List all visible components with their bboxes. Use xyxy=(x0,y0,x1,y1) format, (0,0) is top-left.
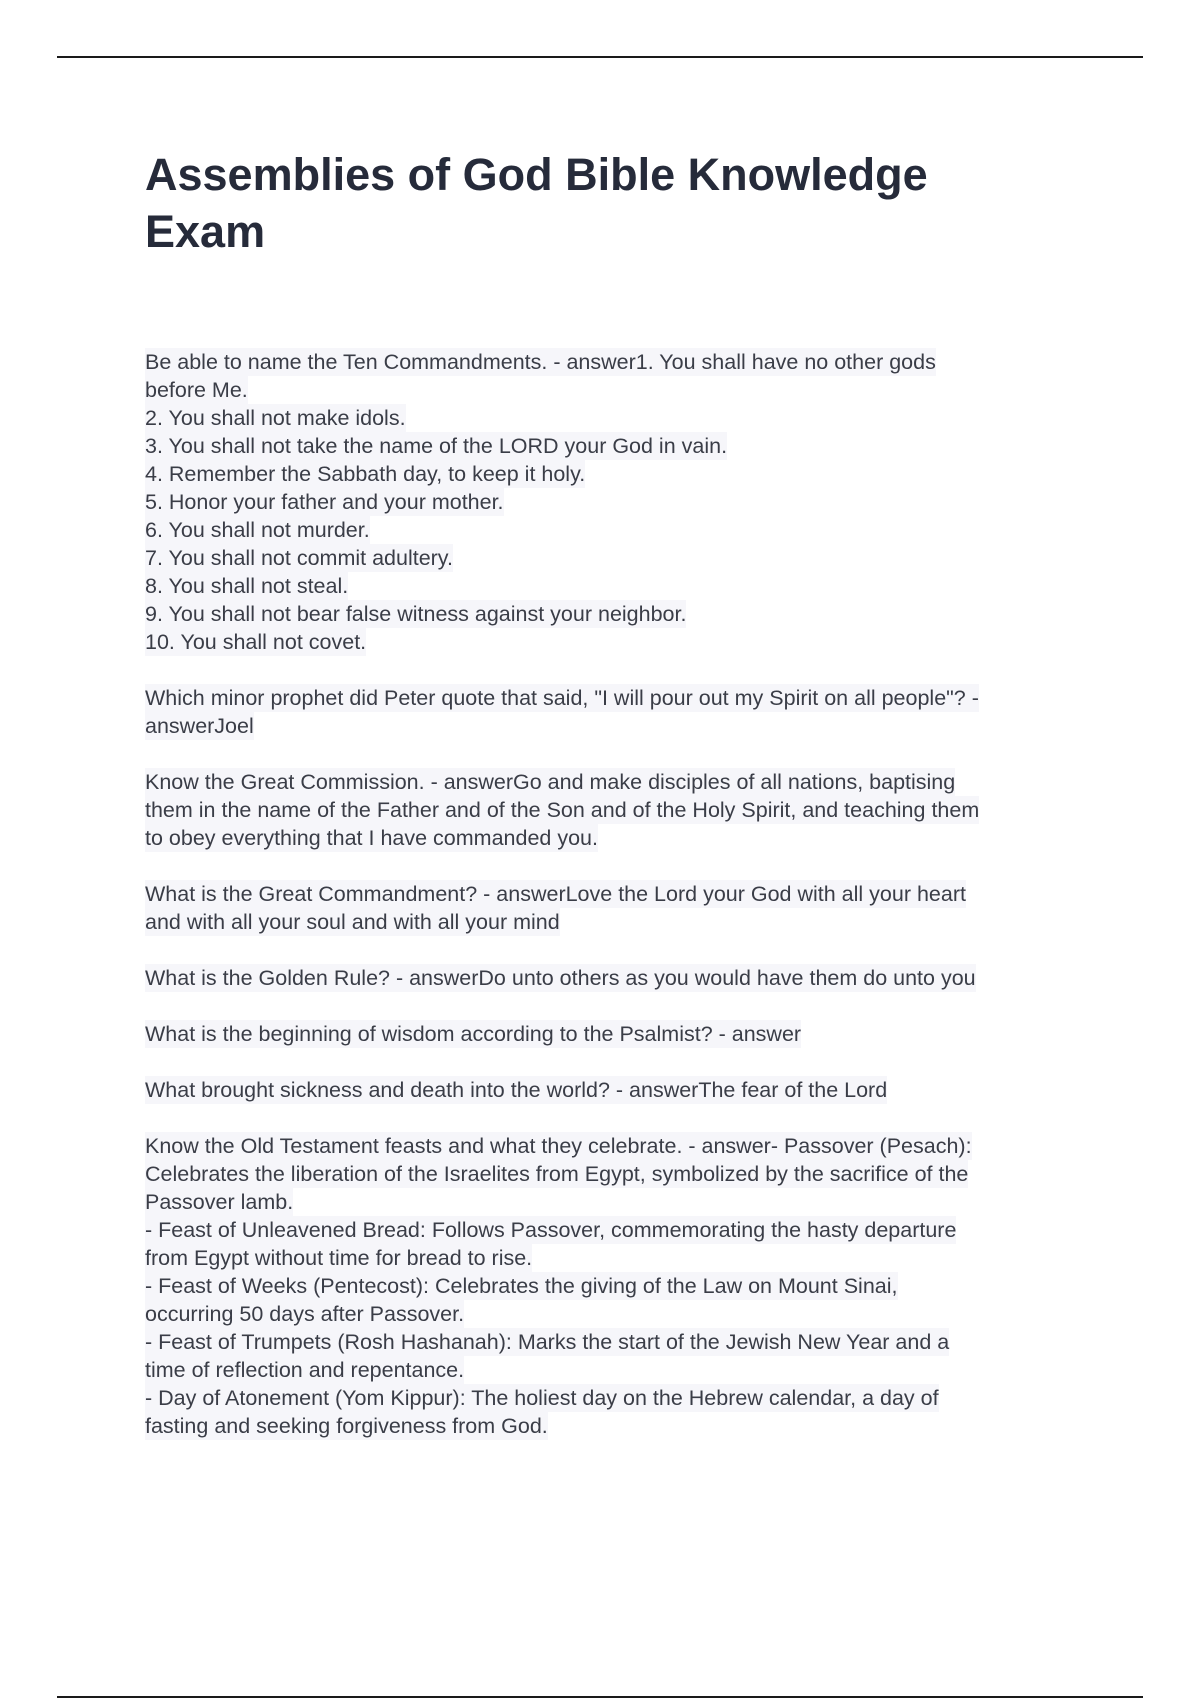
qa-line: What is the Great Commandment? - answerLove the Lord your God with all your heart xyxy=(145,882,966,906)
qa-item xyxy=(145,1132,1090,1440)
qa-line: 8. You shall not steal. xyxy=(145,574,349,598)
qa-item xyxy=(145,1020,1090,1048)
qa-line: Know the Great Commission. - answerGo and make disciples of all nations, baptising xyxy=(145,770,956,794)
qa-line: - Feast of Trumpets (Rosh Hashanah): Marks the start of the Jewish New Year and a xyxy=(145,1330,950,1354)
qa-line: Celebrates the liberation of the Israelites from Egypt, symbolized by the sacrifice of the xyxy=(145,1162,969,1186)
qa-line: Passover lamb. xyxy=(145,1190,294,1214)
qa-line: What brought sickness and death into the world? - answerThe fear of the Lord xyxy=(145,1078,888,1102)
qa-line: Know the Old Testament feasts and what they celebrate. - answer- Passover (Pesach): xyxy=(145,1134,972,1158)
qa-item xyxy=(145,964,1090,992)
qa-line: - Feast of Unleavened Bread: Follows Passover, commemorating the hasty departure xyxy=(145,1218,957,1242)
qa-item xyxy=(145,348,1090,656)
qa-line: 5. Honor your father and your mother. xyxy=(145,490,504,514)
qa-item xyxy=(145,684,1090,740)
qa-line: 6. You shall not murder. xyxy=(145,518,370,542)
qa-line: 3. You shall not take the name of the LORD your God in vain. xyxy=(145,434,728,458)
qa-list xyxy=(145,348,1090,1440)
document-body xyxy=(145,146,1090,1468)
qa-line: 4. Remember the Sabbath day, to keep it holy. xyxy=(145,462,586,486)
bottom-rule xyxy=(57,1696,1143,1698)
qa-line: time of reflection and repentance. xyxy=(145,1358,465,1382)
qa-line: Which minor prophet did Peter quote that said, "I will pour out my Spirit on all people"? - xyxy=(145,686,979,710)
qa-line: from Egypt without time for bread to rise. xyxy=(145,1246,533,1270)
qa-line: answerJoel xyxy=(145,714,254,738)
qa-line: Be able to name the Ten Commandments. - answer1. You shall have no other gods xyxy=(145,350,936,374)
title-line-2: Exam xyxy=(145,206,266,257)
document-title xyxy=(145,146,1090,260)
qa-line: fasting and seeking forgiveness from God. xyxy=(145,1414,548,1438)
qa-line: before Me. xyxy=(145,378,248,402)
qa-line: 9. You shall not bear false witness against your neighbor. xyxy=(145,602,687,626)
qa-line: 7. You shall not commit adultery. xyxy=(145,546,453,570)
qa-line: to obey everything that I have commanded you. xyxy=(145,826,598,850)
qa-line: 10. You shall not covet. xyxy=(145,630,367,654)
qa-line: What is the Golden Rule? - answerDo unto others as you would have them do unto you xyxy=(145,966,976,990)
title-line-1: Assemblies of God Bible Knowledge xyxy=(145,149,928,200)
qa-item xyxy=(145,1076,1090,1104)
qa-item xyxy=(145,768,1090,852)
qa-line: - Feast of Weeks (Pentecost): Celebrates the giving of the Law on Mount Sinai, xyxy=(145,1274,898,1298)
qa-line: What is the beginning of wisdom according to the Psalmist? - answer xyxy=(145,1022,802,1046)
qa-line: 2. You shall not make idols. xyxy=(145,406,406,430)
qa-line: - Day of Atonement (Yom Kippur): The holiest day on the Hebrew calendar, a day of xyxy=(145,1386,939,1410)
top-rule xyxy=(57,56,1143,58)
qa-line: them in the name of the Father and of the Son and of the Holy Spirit, and teaching them xyxy=(145,798,980,822)
qa-line: and with all your soul and with all your mind xyxy=(145,910,560,934)
qa-item xyxy=(145,880,1090,936)
qa-line: occurring 50 days after Passover. xyxy=(145,1302,465,1326)
